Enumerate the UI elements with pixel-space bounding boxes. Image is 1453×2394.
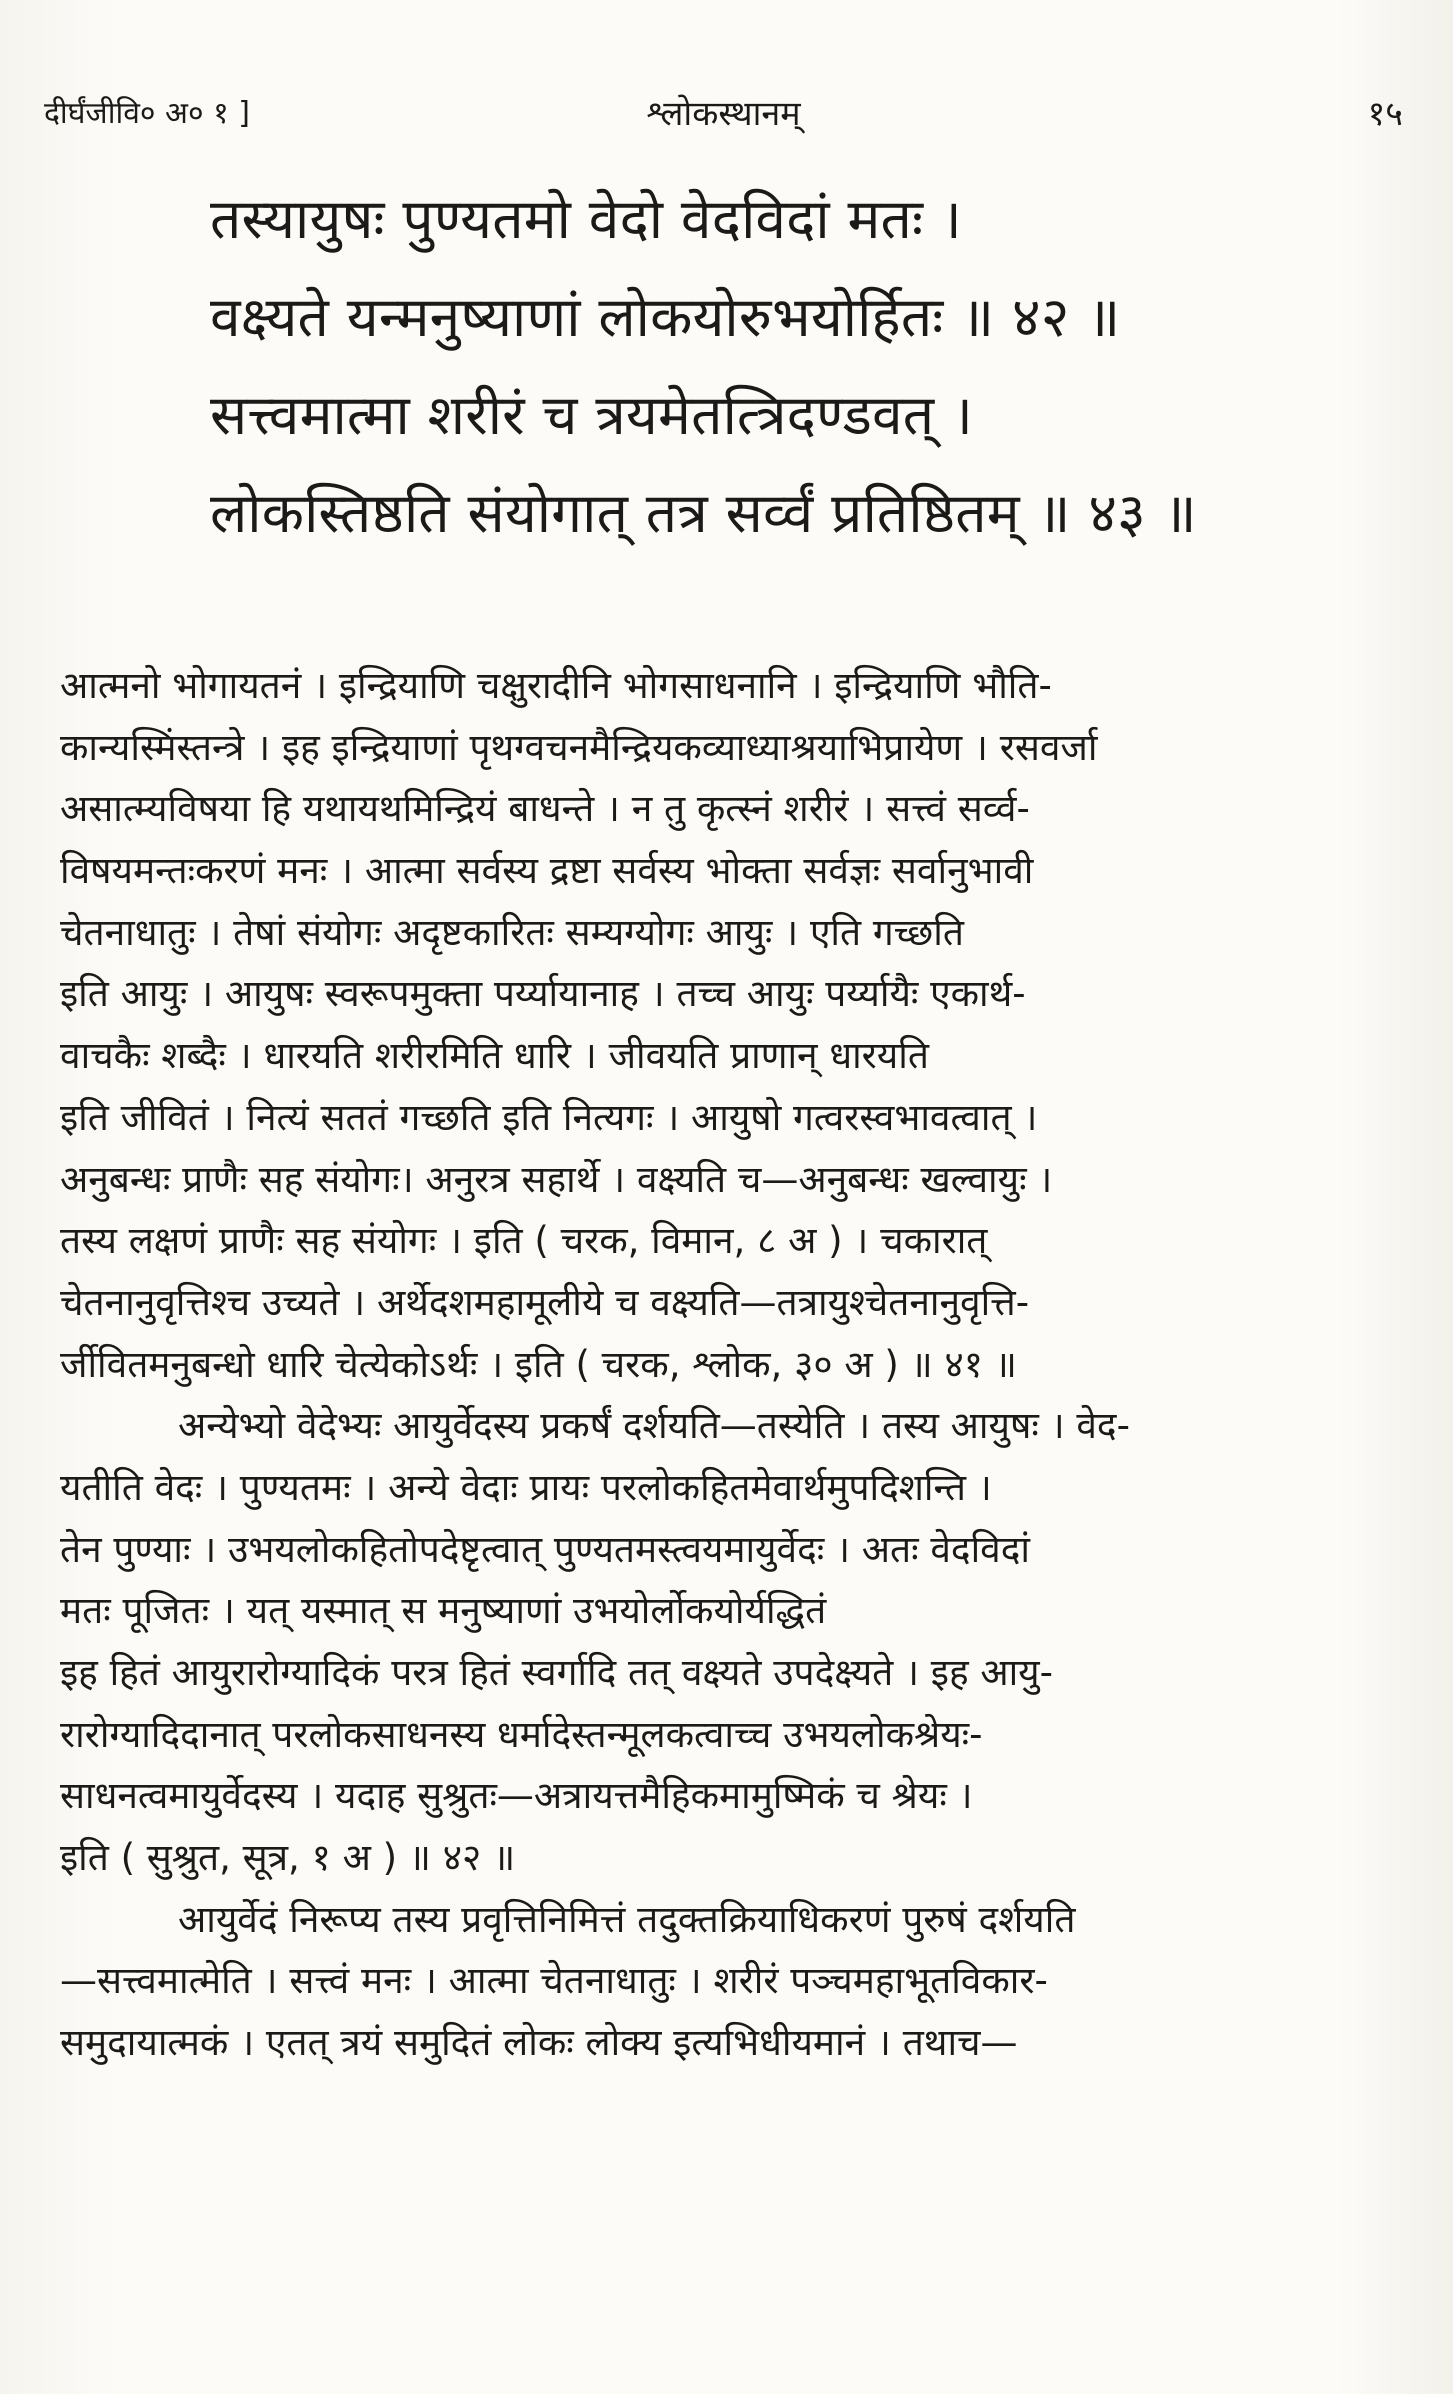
commentary-line: आत्मनो भोगायतनं । इन्द्रियाणि चक्षुरादीनि भोगसाधनानि । इन्द्रियाणि भौति-	[60, 664, 1052, 707]
verse-line: वक्ष्यते यन्मनुष्याणां लोकयोरुभयोर्हितः ॥ ४२ ॥	[210, 285, 1121, 349]
commentary-line: यतीति वेदः । पुण्यतमः । अन्ये वेदाः प्रायः परलोकहितमेवार्थमुपदिशन्ति ।	[60, 1465, 992, 1509]
running-header	[44, 92, 1403, 136]
header-section-ref: दीर्घंजीवि० अ० १ ]	[44, 96, 250, 131]
commentary-line: इति ( सुश्रुत, सूत्र, १ अ ) ॥ ४२ ॥	[60, 1836, 516, 1880]
verse-line: तस्यायुषः पुण्यतमो वेदो वेदविदां मतः ।	[210, 187, 962, 251]
commentary-line: रारोग्यादिदानात् परलोकसाधनस्य धर्मादेस्तन्मूलकत्वाच्च उभयलोकश्रेयः-	[60, 1712, 983, 1756]
commentary-line: र्जीवितमनुबन्धो धारि चेत्येकोऽर्थः । इति ( चरक, श्लोक, ३० अ ) ॥ ४१ ॥	[60, 1342, 1017, 1386]
commentary-line: चेतनानुवृत्तिश्च उच्यते । अर्थेदशमहामूलीये च वक्ष्यति—तत्रायुश्चेतनानुवृत्ति-	[60, 1280, 1030, 1324]
commentary-line: अन्येभ्यो वेदेभ्यः आयुर्वेदस्य प्रकर्षं दर्शयति—तस्येति । तस्य आयुषः । वेद-	[178, 1404, 1130, 1448]
verse-line: सत्त्वमात्मा शरीरं च त्रयमेतत्त्रिदण्डवत् ।	[210, 383, 974, 447]
commentary-line: समुदायात्मकं । एतत् त्रयं समुदितं लोकः लोक्य इत्यभिधीयमानं । तथाच—	[60, 2021, 1018, 2065]
verse-line: लोकस्तिष्ठति संयोगात् तत्र सर्व्वं प्रतिष्ठितम् ॥ ४३ ॥	[210, 481, 1197, 545]
commentary-line: कान्यस्मिंस्तन्त्रे । इह इन्द्रियाणां पृथग्वचनमैन्द्रियकव्याध्याश्रयाभिप्रायेण । रसवर्जा	[60, 725, 1098, 769]
header-chapter-title: श्लोकस्थानम्	[646, 94, 801, 134]
commentary-line: साधनत्वमायुर्वेदस्य । यदाह सुश्रुतः—अत्रायत्तमैहिकमामुष्मिकं च श्रेयः ।	[60, 1774, 973, 1818]
commentary-block	[60, 655, 1405, 2074]
commentary-line: इति आयुः । आयुषः स्वरूपमुक्ता पर्य्यायानाह । तच्च आयुः पर्य्यायैः एकार्थ-	[60, 972, 1026, 1016]
verse-block	[210, 170, 1360, 562]
commentary-line: —सत्त्वमात्मेति । सत्त्वं मनः । आत्मा चेतनाधातुः । शरीरं पञ्चमहाभूतविकार-	[60, 1959, 1048, 2003]
commentary-line: तेन पुण्याः । उभयलोकहितोपदेष्टृत्वात् पुण्यतमस्त्वयमायुर्वेदः । अतः वेदविदां	[60, 1527, 1030, 1571]
commentary-line: इति जीवितं । नित्यं सततं गच्छति इति नित्यगः । आयुषो गत्वरस्वभावत्वात् ।	[60, 1095, 1038, 1139]
commentary-line: चेतनाधातुः । तेषां संयोगः अदृष्टकारितः सम्यग्योगः आयुः । एति गच्छति	[60, 910, 964, 954]
commentary-line: आयुर्वेदं निरूप्य तस्य प्रवृत्तिनिमित्तं तदुक्तक्रियाधिकरणं पुरुषं दर्शयति	[178, 1897, 1076, 1941]
commentary-line: वाचकैः शब्दैः । धारयति शरीरमिति धारि । जीवयति प्राणान् धारयति	[60, 1034, 929, 1078]
commentary-line: विषयमन्तःकरणं मनः । आत्मा सर्वस्य द्रष्टा सर्वस्य भोक्ता सर्वज्ञः सर्वानुभावी	[60, 849, 1034, 893]
page-number: १५	[1367, 94, 1403, 134]
commentary-line: मतः पूजितः । यत् यस्मात् स मनुष्याणां उभयोर्लोकयोर्यद्धितं	[60, 1589, 827, 1633]
commentary-line: इह हितं आयुरारोग्यादिकं परत्र हितं स्वर्गादि तत् वक्ष्यते उपदेक्ष्यते । इह आयु-	[60, 1651, 1053, 1694]
commentary-line: असात्म्यविषया हि यथायथमिन्द्रियं बाधन्ते । न तु कृत्स्नं शरीरं । सत्त्वं सर्व्व-	[60, 787, 1030, 831]
commentary-line: तस्य लक्षणं प्राणैः सह संयोगः । इति ( चरक, विमान, ८ अ ) । चकारात्	[60, 1219, 988, 1263]
commentary-line: अनुबन्धः प्राणैः सह संयोगः। अनुरत्र सहार्थे । वक्ष्यति च—अनुबन्धः खल्वायुः ।	[60, 1157, 1053, 1201]
